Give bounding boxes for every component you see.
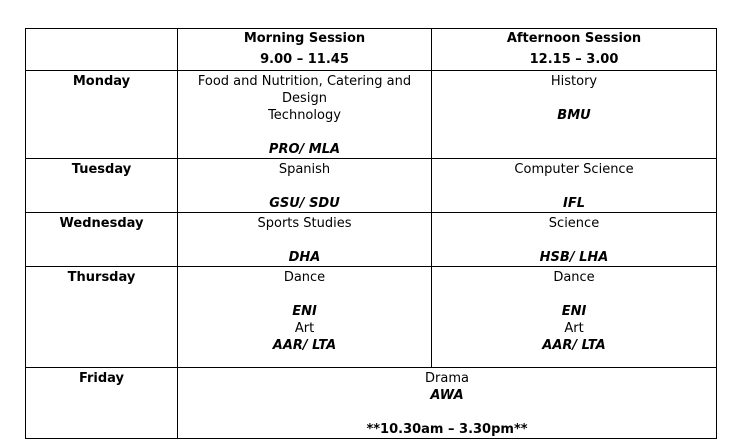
subject-name: Dance bbox=[553, 270, 595, 285]
day-cell bbox=[26, 159, 178, 213]
afternoon-session-title: Afternoon Session bbox=[506, 31, 642, 46]
morning-cell bbox=[178, 71, 432, 159]
header-row bbox=[26, 29, 717, 71]
staff-code: GSU/ SDU bbox=[269, 196, 340, 211]
subject-name: Art bbox=[294, 321, 315, 336]
subject-name: Art bbox=[564, 321, 584, 336]
subject-name: Spanish bbox=[278, 162, 331, 177]
morning-cell bbox=[178, 213, 432, 267]
afternoon-cell bbox=[432, 71, 717, 159]
day-cell bbox=[26, 267, 178, 368]
day-label: Monday bbox=[72, 74, 131, 89]
spacer bbox=[432, 178, 716, 195]
staff-code: AWA bbox=[430, 388, 464, 403]
afternoon-header-cell bbox=[432, 29, 717, 71]
spacer bbox=[432, 232, 716, 249]
all-day-cell bbox=[178, 368, 717, 439]
corner-cell bbox=[26, 29, 178, 71]
morning-session-time: 9.00 – 11.45 bbox=[260, 52, 349, 67]
row-thursday bbox=[26, 267, 717, 368]
exam-timetable bbox=[25, 28, 717, 439]
morning-session-title: Morning Session bbox=[243, 31, 366, 46]
staff-code: BMU bbox=[557, 108, 591, 123]
day-cell bbox=[26, 71, 178, 159]
day-cell bbox=[26, 213, 178, 267]
spacer bbox=[432, 90, 716, 107]
row-monday bbox=[26, 71, 717, 159]
day-label: Friday bbox=[78, 371, 125, 386]
morning-cell bbox=[178, 267, 432, 368]
day-label: Tuesday bbox=[71, 162, 132, 177]
staff-code: ENI bbox=[292, 304, 317, 319]
subject-name: Food and Nutrition, Catering and Design bbox=[197, 74, 412, 106]
spacer bbox=[178, 124, 431, 141]
staff-code: AAR/ LTA bbox=[272, 338, 337, 353]
staff-code: ENI bbox=[561, 304, 587, 319]
spacer bbox=[178, 404, 716, 421]
staff-code: PRO/ MLA bbox=[268, 142, 341, 157]
afternoon-session-time: 12.15 – 3.00 bbox=[529, 52, 619, 67]
day-label: Wednesday bbox=[59, 216, 144, 231]
subject-name: Drama bbox=[425, 371, 469, 386]
morning-header-cell bbox=[178, 29, 432, 71]
row-friday bbox=[26, 368, 717, 439]
row-wednesday bbox=[26, 213, 717, 267]
afternoon-cell bbox=[432, 159, 717, 213]
subject-name: Computer Science bbox=[514, 162, 634, 177]
staff-code: HSB/ LHA bbox=[539, 250, 609, 265]
staff-code: DHA bbox=[288, 250, 321, 265]
spacer bbox=[178, 178, 431, 195]
spacer bbox=[432, 286, 716, 303]
spacer bbox=[178, 232, 431, 249]
morning-cell bbox=[178, 159, 432, 213]
subject-name: History bbox=[550, 74, 598, 89]
afternoon-cell bbox=[432, 267, 717, 368]
subject-name-continued: Technology bbox=[268, 108, 341, 123]
day-label: Thursday bbox=[67, 270, 136, 285]
time-note: **10.30am – 3.30pm** bbox=[366, 422, 528, 437]
subject-name: Science bbox=[548, 216, 600, 231]
afternoon-cell bbox=[432, 213, 717, 267]
staff-code: IFL bbox=[562, 196, 585, 211]
subject-name: Sports Studies bbox=[257, 216, 352, 231]
row-tuesday bbox=[26, 159, 717, 213]
spacer bbox=[178, 286, 431, 303]
subject-name: Dance bbox=[283, 270, 326, 285]
day-cell bbox=[26, 368, 178, 439]
staff-code: AAR/ LTA bbox=[542, 338, 606, 353]
